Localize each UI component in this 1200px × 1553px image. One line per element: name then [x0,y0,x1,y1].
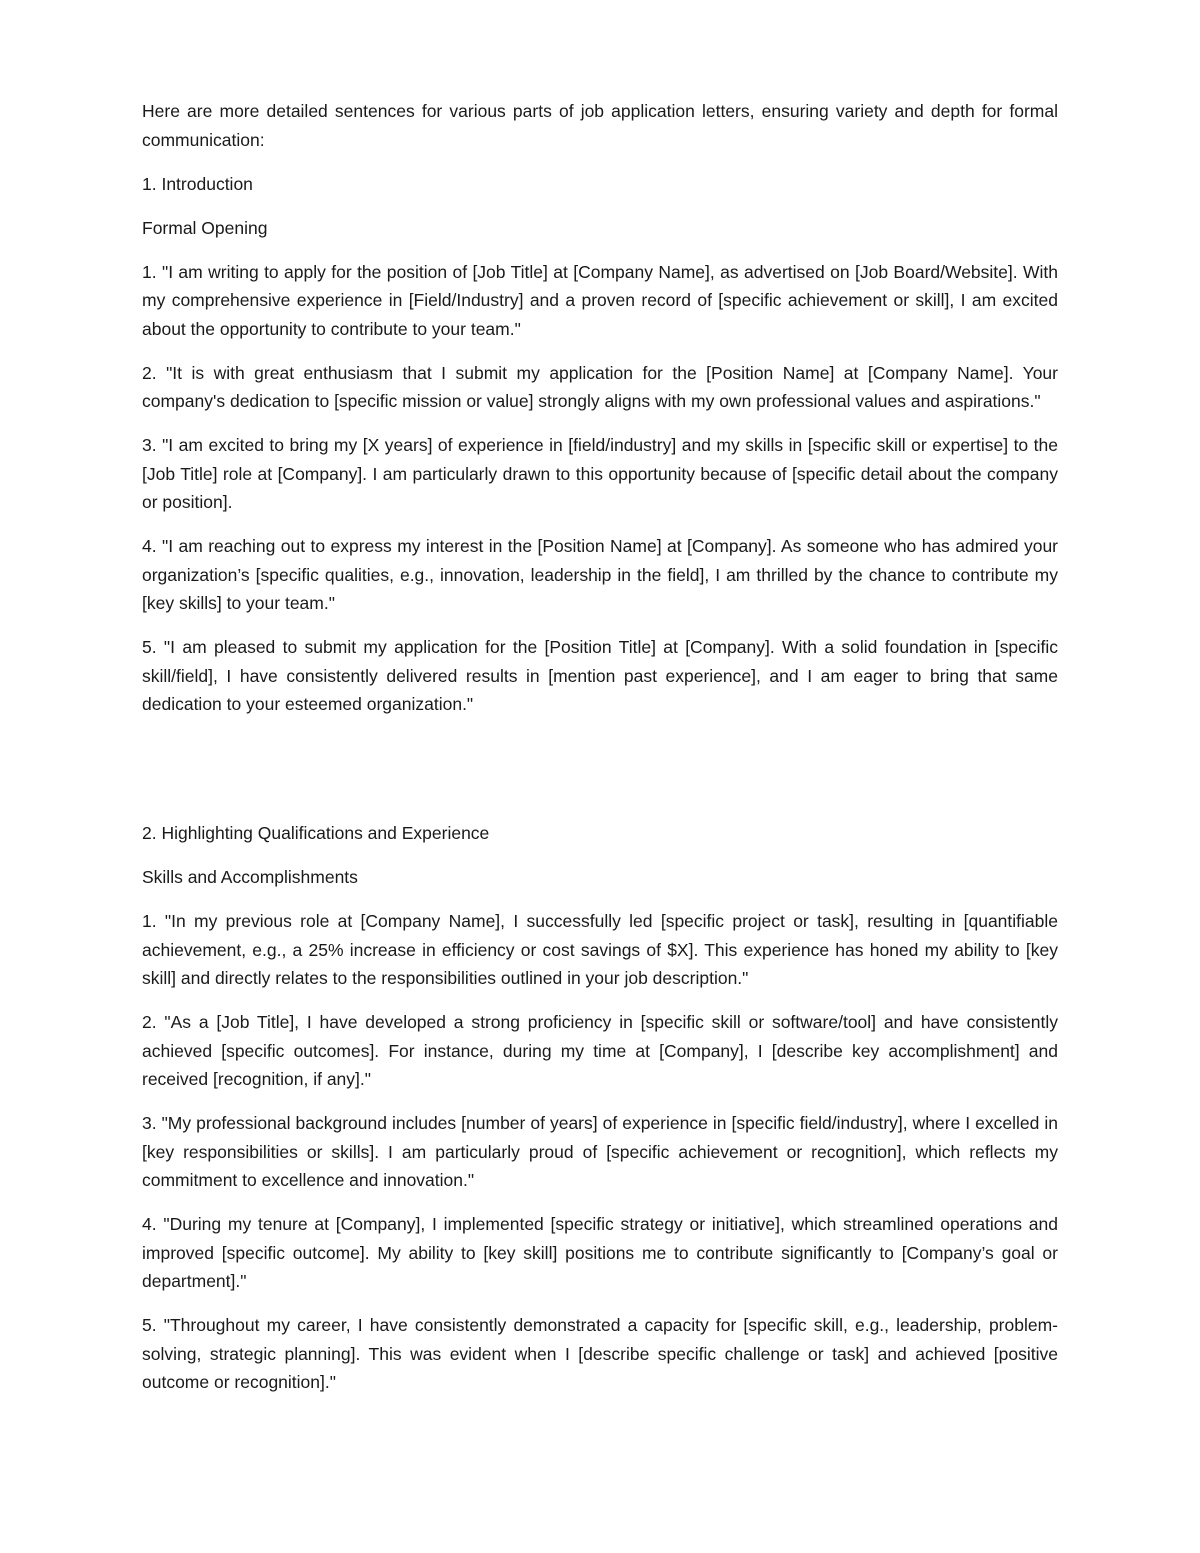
qualification-sentence-2: 2. "As a [Job Title], I have developed a strong proficiency in [specific skill or software/tool] and have consistently achieved [specific outcomes]. For instance, during my time at [Company], I [describe key accomplishment] and received [recognition, if any]." [142,1012,1058,1089]
opening-sentence-5: 5. "I am pleased to submit my application for the [Position Title] at [Company]. With a solid foundation in [specific skill/field], I have consistently delivered results in [mention past experience], and I am eager to bring that same dedication to your esteemed organization." [142,637,1058,714]
qualification-sentence-3: 3. "My professional background includes [number of years] of experience in [specific field/industry], where I excelled in [key responsibilities or skills]. I am particularly proud of [specific achievement or recognition], which reflects my commitment to excellence and innovation." [142,1113,1058,1190]
opening-sentence-3: 3. "I am excited to bring my [X years] of experience in [field/industry] and my skills in [specific skill or expertise] to the [Job Title] role at [Company]. I am particularly drawn to this opportunity because of [specific detail about the company or position]. [142,435,1058,512]
subheading-skills-accomplishments: Skills and Accomplishments [142,867,358,887]
intro-paragraph: Here are more detailed sentences for various parts of job application letters, ensuring variety and depth for formal communication: [142,101,1058,150]
section-spacer [142,734,1058,819]
section-heading-introduction: 1. Introduction [142,173,253,194]
subheading-formal-opening: Formal Opening [142,217,268,238]
qualification-sentence-5: 5. "Throughout my career, I have consistently demonstrated a capacity for [specific skill, e.g., leadership, problem-solving, strategic planning]. This was evident when I [describe specific challenge or task] and achieved [positive outcome or recognition]." [142,1315,1058,1392]
opening-sentence-1: 1. "I am writing to apply for the position of [Job Title] at [Company Name], as advertised on [Job Board/Website]. With my comprehensive experience in [Field/Industry] and a proven record of [specific achievement or skill], I am excited about the opportunity to contribute to your team." [142,261,1058,339]
qualification-sentence-1: 1. "In my previous role at [Company Name], I successfully led [specific project or task], resulting in [quantifiable achievement, e.g., a 25% increase in efficiency or cost savings of $X]. This experience has honed my ability to [key skill] and directly relates to the responsibilities outlined in your job description." [142,911,1058,988]
document-body [142,97,1058,1412]
section-heading-qualifications: 2. Highlighting Qualifications and Experience [142,823,490,843]
opening-sentence-2: 2. "It is with great enthusiasm that I submit my application for the [Position Name] at [Company Name]. Your company's dedication to [specific mission or value] strongly aligns with my own professional values and aspirations." [142,362,1058,411]
qualification-sentence-4: 4. "During my tenure at [Company], I implemented [specific strategy or initiative], which streamlined operations and improved [specific outcome]. My ability to [key skill] positions me to contribute significantly to [Company’s goal or department]." [142,1214,1058,1291]
opening-sentence-4: 4. "I am reaching out to express my interest in the [Position Name] at [Company]. As someone who has admired your organization’s [specific qualities, e.g., innovation, leadership in the field], I am thrilled by the chance to contribute my [key skills] to your team." [142,536,1058,613]
